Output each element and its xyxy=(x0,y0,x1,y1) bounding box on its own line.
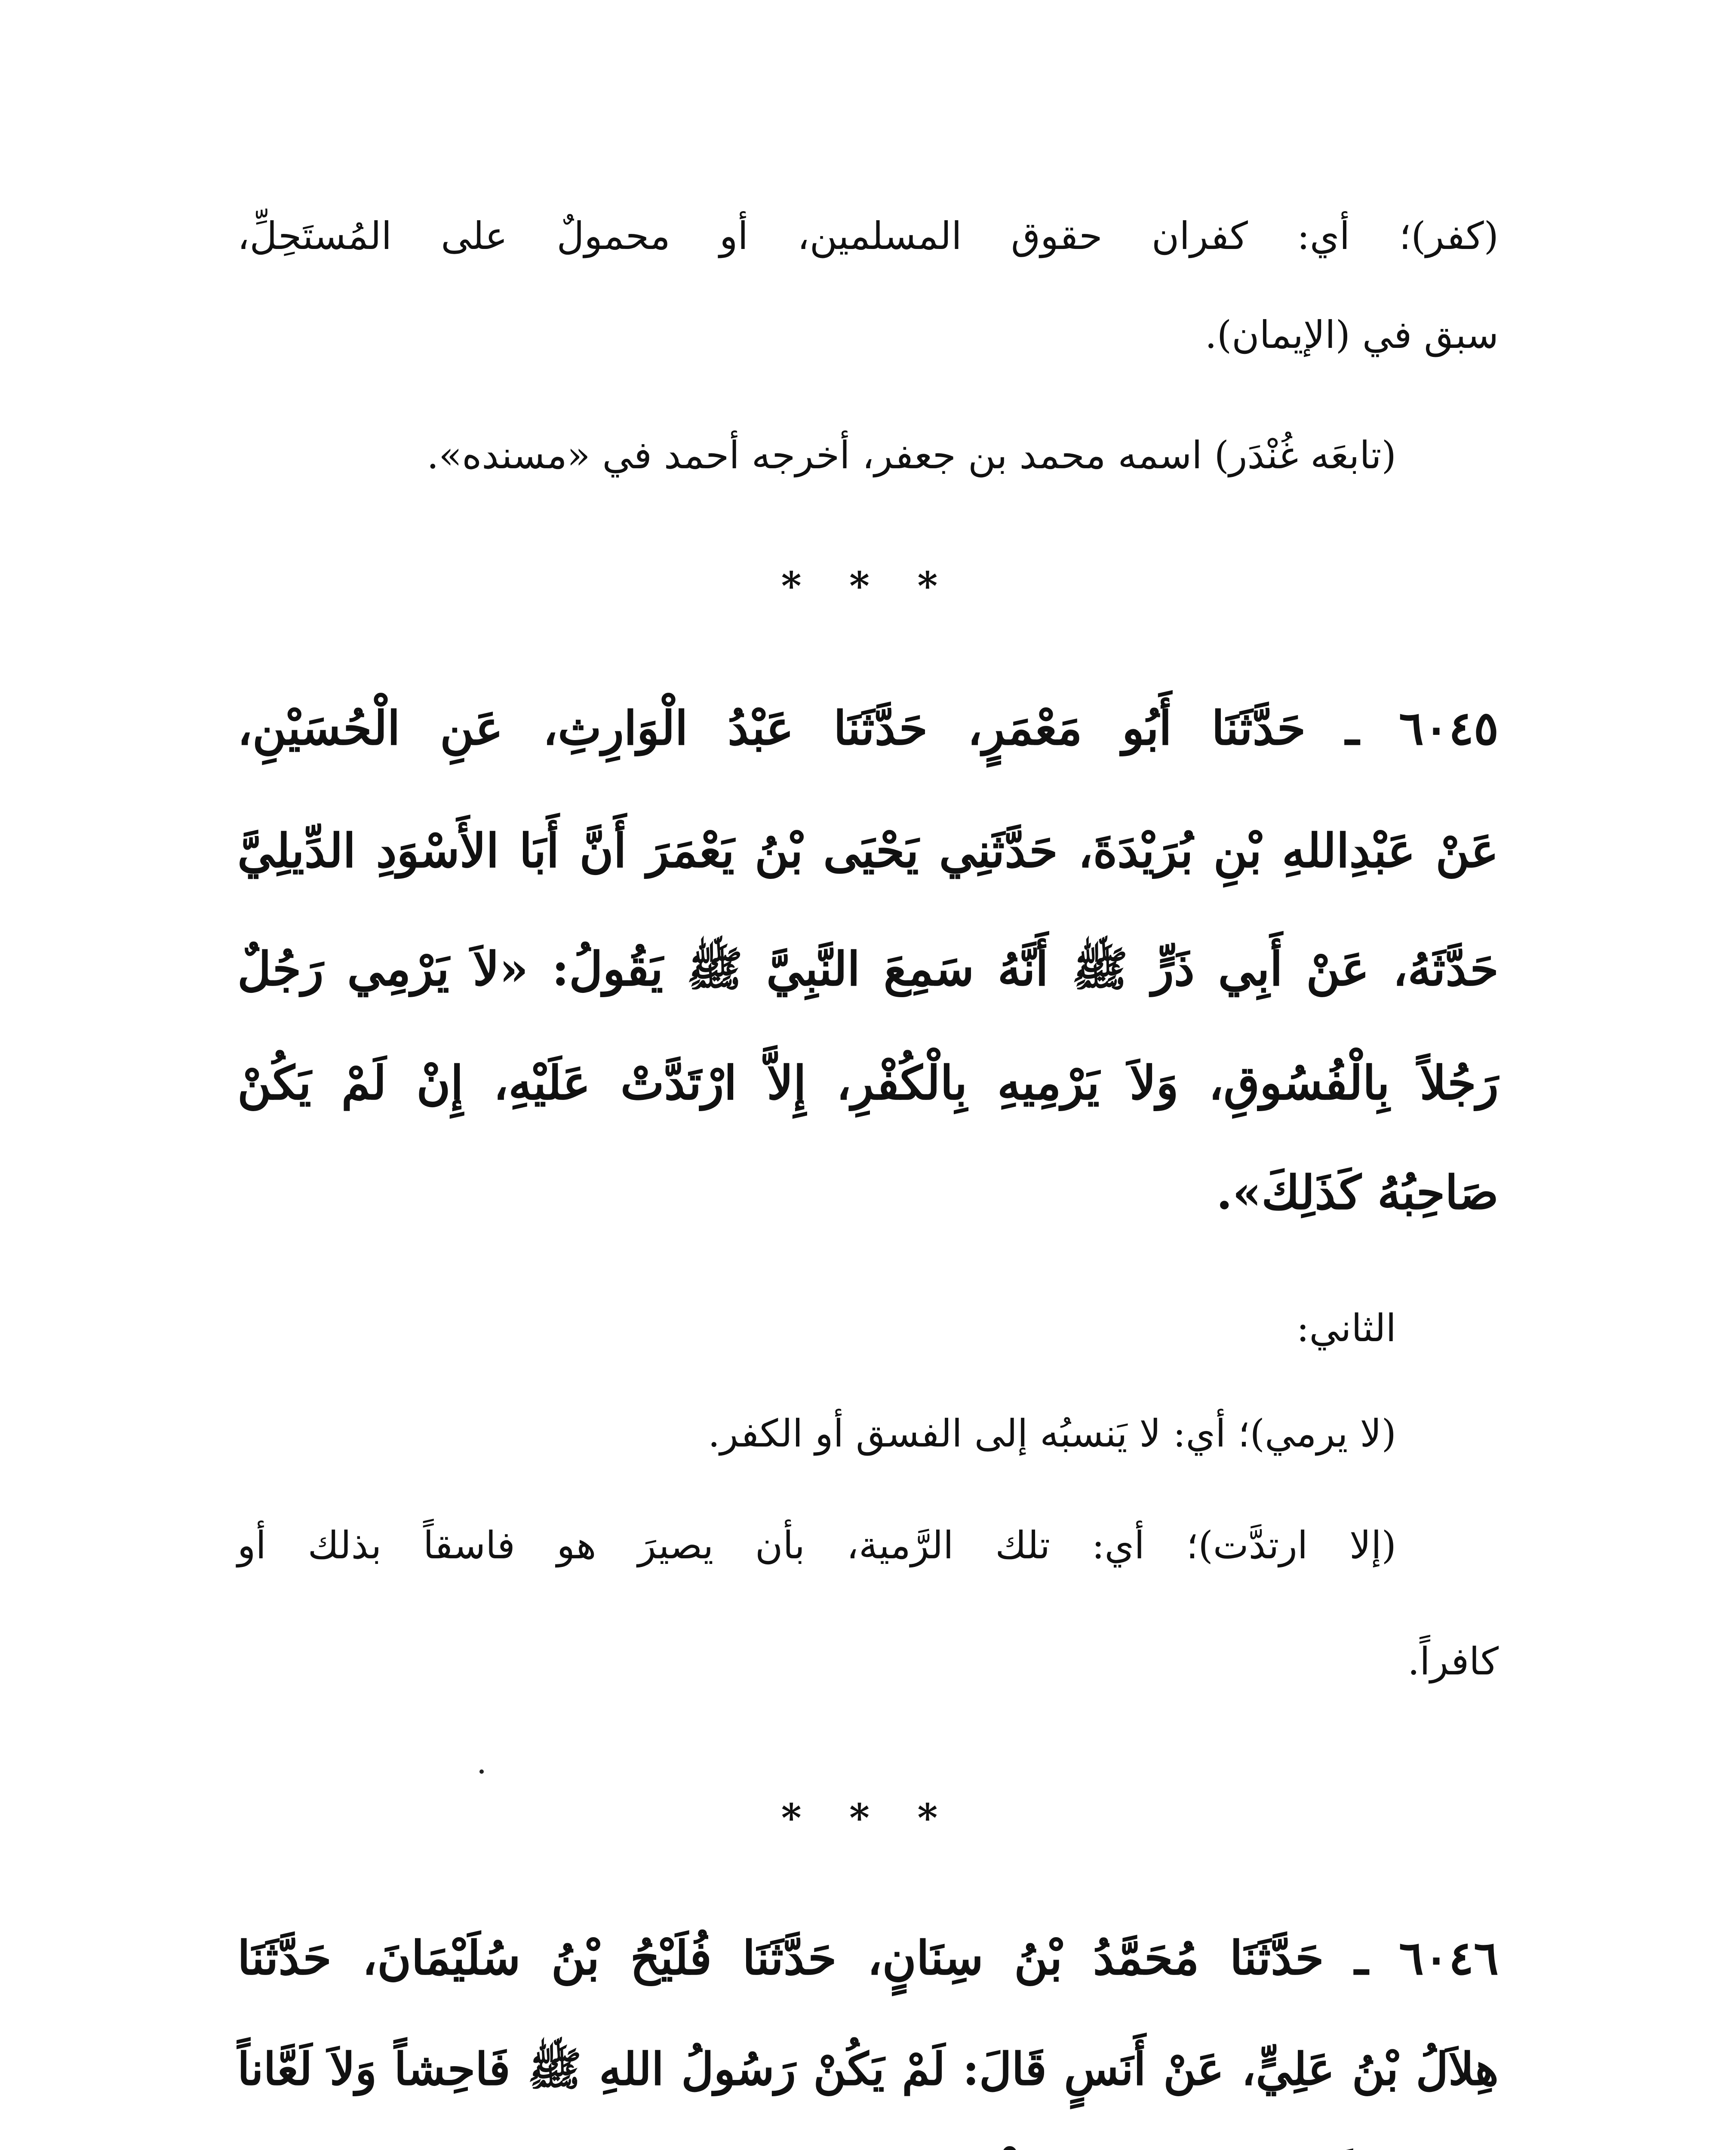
section-separator: * * * xyxy=(781,1795,955,1841)
hadith-line: ٦٠٤٦ ـ حَدَّثَنَا مُحَمَّدُ بْنُ سِنَانٍ، حَدَّثَنَا فُلَيْحُ بْنُ سُلَيْمَانَ، حَدَّثَنَا xyxy=(237,1931,1499,1985)
scan-speck xyxy=(479,1769,484,1774)
hadith-line: ٦٠٤٥ ـ حَدَّثَنَا أَبُو مَعْمَرٍ، حَدَّثَنَا عَبْدُ الْوَارِثِ، عَنِ الْحُسَيْنِ، xyxy=(237,701,1499,756)
hadith-line: رَجُلاً بِالْفُسُوقِ، وَلاَ يَرْمِيهِ بِالْكُفْرِ، إِلاَّ ارْتَدَّتْ عَلَيْهِ، إِنْ لَمْ يَكُنْ xyxy=(237,1056,1499,1110)
commentary-line: (لا يرمي)؛ أي: لا يَنسبُه إلى الفسق أو الكفر. xyxy=(708,1411,1396,1456)
hadith-line: صَاحِبُهُ كَذَلِكَ». xyxy=(1216,1166,1499,1220)
hadith-line: هِلاَلُ بْنُ عَلِيٍّ، عَنْ أَنَسٍ قَالَ: لَمْ يَكُنْ رَسُولُ اللهِ ﷺ فَاحِشاً وَلاَ لَعَّاناً xyxy=(237,2042,1499,2095)
hadith-line: عَنْ عَبْدِاللهِ بْنِ بُرَيْدَةَ، حَدَّثَنِي يَحْيَى بْنُ يَعْمَرَ أَنَّ أَبَا الأَسْوَدِ الدِّيلِيَّ xyxy=(237,824,1499,878)
commentary-line: (كفر)؛ أي: كفران حقوق المسلمين، أو محمولٌ على المُستَحِلِّ، xyxy=(237,214,1499,258)
commentary-line: (إلا ارتدَّت)؛ أي: تلك الرَّمية، بأن يصيرَ هو فاسقاً بذلك أو xyxy=(237,1523,1396,1567)
commentary-line: سبق في (الإيمان). xyxy=(1204,313,1499,357)
commentary-line: (تابعَه غُنْدَر) اسمه محمد بن جعفر، أخرجه أحمد في «مسنده». xyxy=(427,433,1396,477)
hadith-line: حَدَّثَهُ، عَنْ أَبِي ذَرٍّ ﷺ أَنَّهُ سَمِعَ النَّبِيَّ ﷺ يَقُولُ: «لاَ يَرْمِي رَجُلٌ xyxy=(237,942,1499,996)
section-separator: * * * xyxy=(781,563,955,609)
commentary-line: كافراً. xyxy=(1407,1639,1499,1683)
commentary-heading: الثاني: xyxy=(1296,1306,1396,1350)
